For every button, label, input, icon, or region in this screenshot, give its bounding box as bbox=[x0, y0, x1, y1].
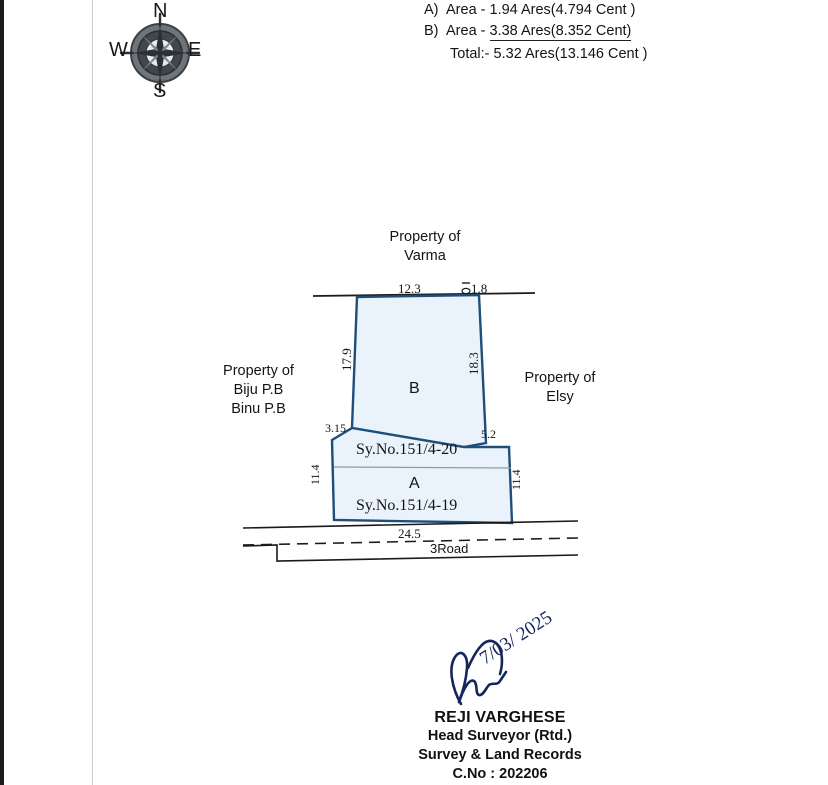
area-row-a-text: Area - 1.94 Ares(4.794 Cent ) bbox=[446, 2, 636, 18]
neighbour-left-line1: Property of bbox=[223, 363, 294, 379]
surveyor-name: REJI VARGHESE bbox=[434, 709, 566, 726]
area-total-value: 5.32 Ares(13.146 Cent ) bbox=[493, 46, 648, 62]
dimension-left-lower: 11.4 bbox=[308, 464, 322, 485]
parcel-upper-strip-survey-no: Sy.No.151/4-20 bbox=[356, 441, 458, 458]
neighbour-right-line1: Property of bbox=[524, 370, 596, 386]
dimension-top-right: 1.8 bbox=[471, 281, 488, 296]
neighbour-right-line2: Elsy bbox=[546, 389, 574, 405]
compass-label-west: W bbox=[109, 39, 128, 61]
dimension-right-lower: 11.4 bbox=[509, 469, 523, 490]
parcel-a-survey-no: Sy.No.151/4-19 bbox=[356, 497, 458, 514]
compass-label-east: E bbox=[188, 39, 202, 61]
dimension-right-upper: 18.3 bbox=[466, 352, 481, 375]
surveyor-department: Survey & Land Records bbox=[418, 747, 582, 763]
neighbour-top-line1: Property of bbox=[389, 229, 461, 245]
area-row-b-text: Area - bbox=[446, 23, 490, 39]
top-dimension-tick bbox=[462, 283, 470, 294]
neighbour-left-line2: Biju P.B bbox=[233, 382, 284, 398]
area-row-a-label: A) bbox=[424, 2, 439, 18]
road-label: 3Road bbox=[430, 541, 469, 556]
dimension-top-main: 12.3 bbox=[398, 281, 421, 296]
dimension-bottom: 24.5 bbox=[398, 526, 421, 541]
neighbour-top-line2: Varma bbox=[404, 248, 446, 264]
dimension-right-jog: 5.2 bbox=[481, 427, 496, 441]
area-total-label: Total:- bbox=[450, 46, 490, 62]
surveyor-signature-block bbox=[330, 708, 670, 784]
road-lower-edge bbox=[243, 545, 578, 561]
surveyor-designation: Head Surveyor (Rtd.) bbox=[427, 728, 573, 744]
parcel-a-letter: A bbox=[409, 475, 420, 492]
signature-date: 7/03/ 2025 bbox=[476, 606, 557, 670]
dimension-left-upper: 17.9 bbox=[339, 348, 354, 371]
dimension-left-jog: 3.15 bbox=[325, 421, 346, 435]
compass-label-north: N bbox=[153, 0, 168, 22]
compass-label-south: S bbox=[153, 80, 167, 102]
parcel-b-letter: B bbox=[409, 380, 420, 397]
area-row-b-label: B) bbox=[424, 23, 439, 39]
surveyor-competency-number: C.No : 202206 bbox=[452, 766, 548, 782]
area-row-b-value: 3.38 Ares(8.352 Cent) bbox=[489, 23, 632, 39]
neighbour-left-line3: Binu P.B bbox=[231, 401, 286, 417]
